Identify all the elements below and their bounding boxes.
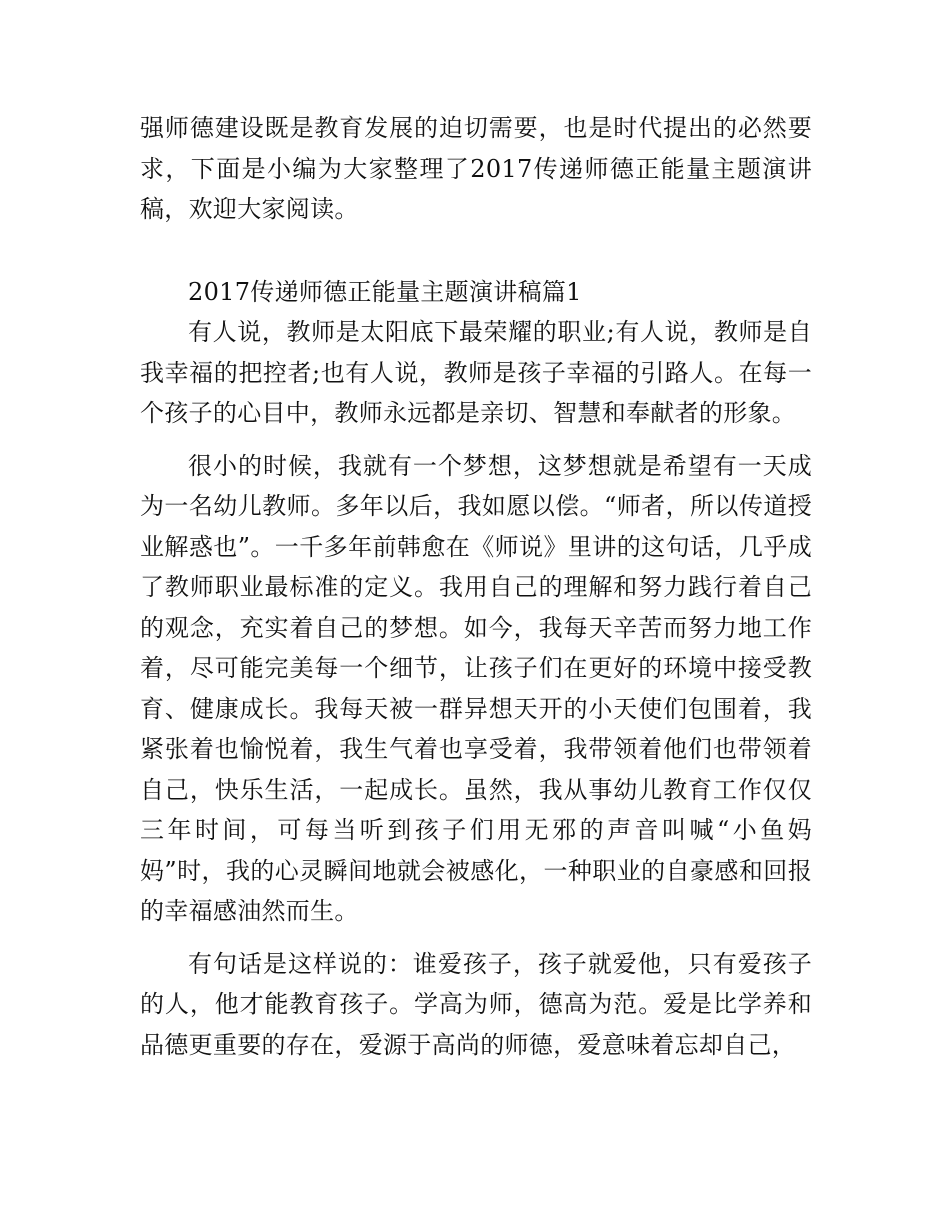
body-paragraph-1: 有人说，教师是太阳底下最荣耀的职业;有人说，教师是自我幸福的把控者;也有人说，教师是孩子幸福的引路人。在每一个孩子的心目中，教师永远都是亲切、智慧和奉献者的形象。 bbox=[140, 318, 812, 427]
intro-paragraph: 强师德建设既是教育发展的迫切需要，也是时代提出的必然要求，下面是小编为大家整理了2017传递师德正能量主题演讲稿，欢迎大家阅读。 bbox=[140, 114, 812, 223]
document-body bbox=[140, 108, 812, 1065]
body-paragraph-2: 很小的时候，我就有一个梦想，这梦想就是希望有一天成为一名幼儿教师。多年以后，我如愿以偿。“师者，所以传道授业解惑也”。一千多年前韩愈在《师说》里讲的这句话，几乎成了教师职业最标准的定义。我用自己的理解和努力践行着自己的观念，充实着自己的梦想。如今，我每天辛苦而努力地工作着，尽可能完美每一个细节，让孩子们在更好的环境中接受教育、健康成长。我每天被一群异想天开的小天使们包围着，我紧张着也愉悦着，我生气着也享受着，我带领着他们也带领着自己，快乐生活，一起成长。虽然，我从事幼儿教育工作仅仅三年时间，可每当听到孩子们用无邪的声音叫喊“小鱼妈妈”时，我的心灵瞬间地就会被感化，一种职业的自豪感和回报的幸福感油然而生。 bbox=[140, 451, 812, 925]
body-paragraph-3: 有句话是这样说的：谁爱孩子，孩子就爱他，只有爱孩子的人，他才能教育孩子。学高为师，德高为范。爱是比学养和品德更重要的存在，爱源于高尚的师德，爱意味着忘却自己， bbox=[140, 949, 812, 1059]
section-title: 2017传递师德正能量主题演讲稿篇1 bbox=[188, 277, 582, 306]
paragraph-spacer bbox=[140, 230, 812, 254]
